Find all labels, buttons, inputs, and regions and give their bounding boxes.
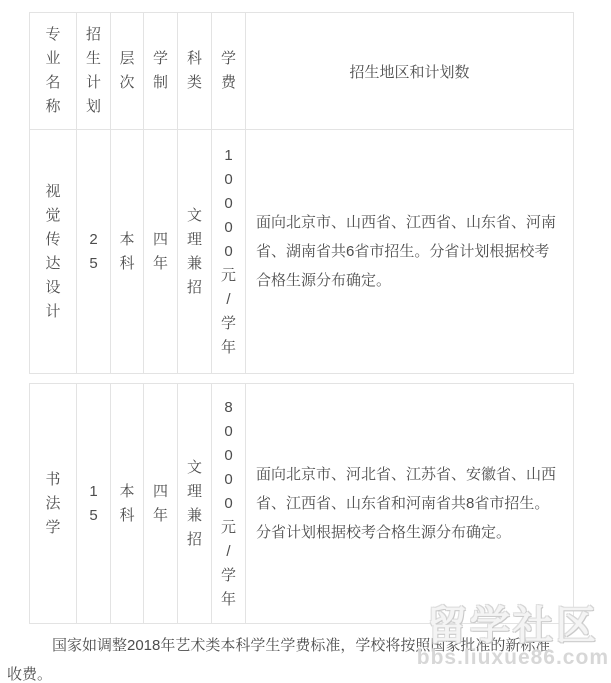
cell-category	[178, 384, 212, 624]
category-value: 文 理 兼 招	[186, 458, 202, 548]
table-header-row	[30, 13, 574, 130]
plan-value: 2 5	[89, 230, 98, 272]
cell-category	[178, 130, 212, 374]
watermark-site-url: bbs.liuxue86.com	[416, 646, 609, 669]
header-major	[30, 13, 77, 130]
plan-value: 1 5	[89, 482, 98, 524]
header-regions-label: 招生地区和计划数	[349, 63, 470, 81]
cell-tuition	[212, 130, 246, 374]
regions-value: 面向北京市、山西省、江西省、山东省、河南省、湖南省共6省市招生。分省计划根据校考合格生源分布确定。	[256, 214, 557, 289]
header-category	[178, 13, 212, 130]
enrollment-table-row2	[29, 383, 574, 624]
cell-regions	[246, 130, 574, 374]
cell-plan	[77, 384, 111, 624]
watermark-logo-text: 留学社区	[426, 604, 599, 648]
cell-plan	[77, 130, 111, 374]
major-value: 视 觉 传 达 设 计	[45, 182, 61, 320]
cell-duration	[144, 384, 178, 624]
header-level	[111, 13, 144, 130]
header-tuition-label: 学 费	[220, 50, 236, 91]
header-duration-label: 学 制	[152, 50, 168, 91]
cell-level	[111, 384, 144, 624]
duration-value: 四 年	[152, 230, 168, 272]
header-major-label: 专 业 名 称	[45, 26, 61, 115]
cell-level	[111, 130, 144, 374]
cell-duration	[144, 130, 178, 374]
enrollment-table-main	[29, 12, 574, 374]
cell-major	[30, 130, 77, 374]
cell-major	[30, 384, 77, 624]
header-plan-label: 招 生 计 划	[85, 26, 101, 115]
header-regions	[246, 13, 574, 130]
major-value: 书 法 学	[45, 470, 61, 536]
header-tuition	[212, 13, 246, 130]
cell-tuition	[212, 384, 246, 624]
category-value: 文 理 兼 招	[186, 206, 202, 296]
header-category-label: 科 类	[186, 50, 202, 91]
header-level-label: 层 次	[119, 50, 135, 91]
tuition-value: 8 0 0 0 0 元 / 学 年	[220, 398, 236, 608]
level-value: 本 科	[119, 230, 135, 272]
tuition-value: 1 0 0 0 0 元 / 学 年	[220, 146, 236, 356]
footer-note: 国家如调整2018年艺术类本科学生学费标准，学校将按照国家批准的新标准收费。	[7, 637, 551, 683]
table-row-calligraphy	[30, 384, 574, 624]
table-row-visual-design	[30, 130, 574, 374]
level-value: 本 科	[119, 482, 135, 524]
regions-value: 面向北京市、河北省、江苏省、安徽省、山西省、江西省、山东省和河南省共8省市招生。分省计划根据校考合格生源分布确定。	[256, 466, 557, 541]
cell-regions	[246, 384, 574, 624]
duration-value: 四 年	[152, 482, 168, 524]
header-plan	[77, 13, 111, 130]
header-duration	[144, 13, 178, 130]
